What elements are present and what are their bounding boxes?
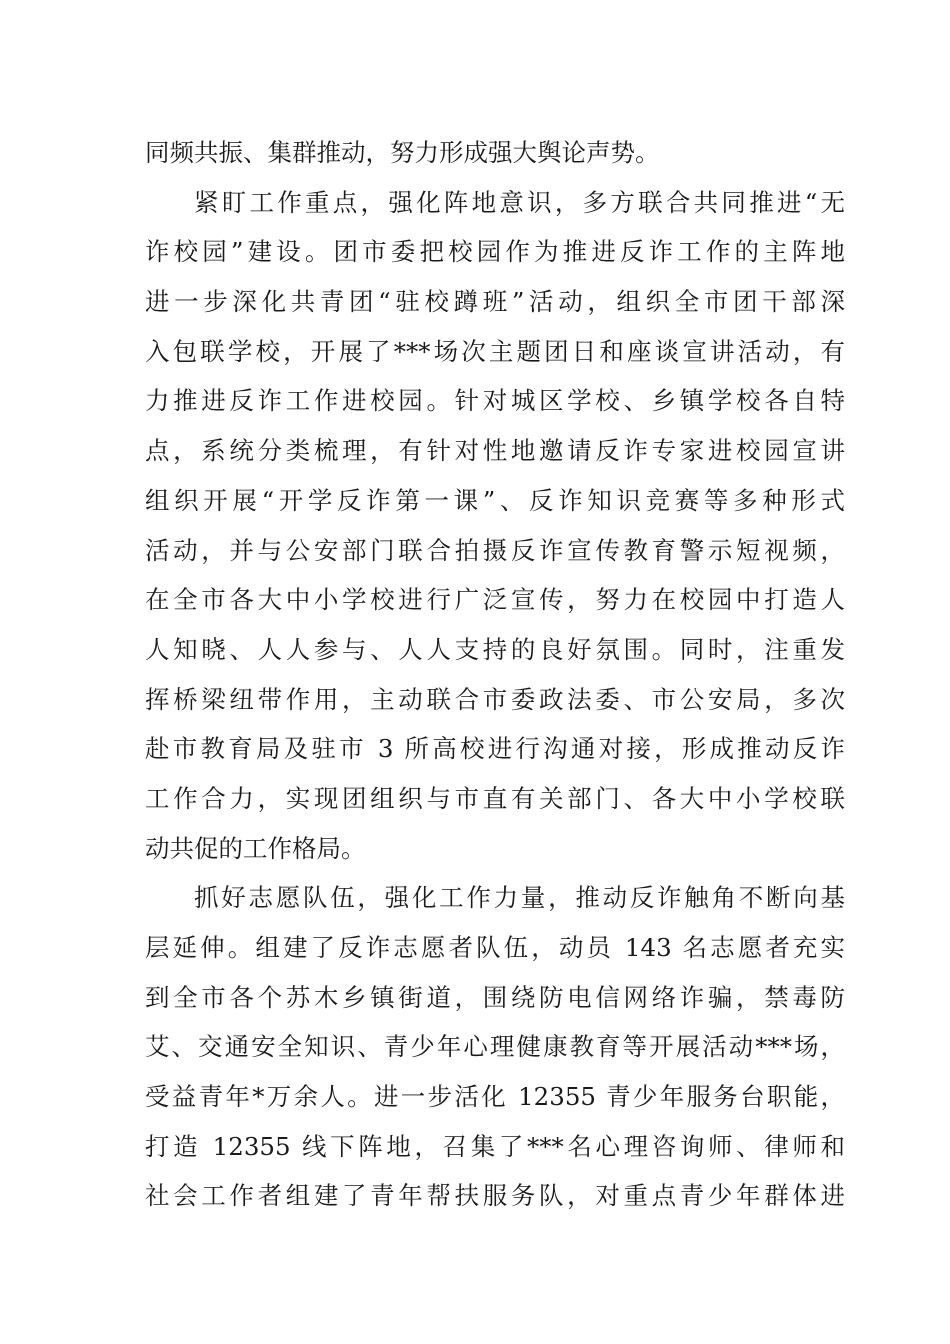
- paragraph-first-line: 抓好志愿队伍，强化工作力量，推动反诈触角不断向基: [194, 883, 845, 913]
- text-line: 社会工作者组建了青年帮扶服务队，对重点青少年群体进: [145, 1181, 845, 1211]
- text-line: 打造 12355 线下阵地，召集了***名心理咨询师、律师和: [145, 1131, 845, 1161]
- body-text: [145, 128, 845, 1221]
- text-line: 诈校园”建设。团市委把校园作为推进反诈工作的主阵地: [145, 237, 845, 267]
- text-line: 动共促的工作格局。: [145, 833, 366, 863]
- text-line: 到全市各个苏木乡镇街道，围绕防电信网络诈骗，禁毒防: [145, 982, 845, 1012]
- text-line: 进一步深化共青团“驻校蹲班”活动，组织全市团干部深: [145, 287, 845, 317]
- text-line: 活动，并与公安部门联合拍摄反诈宣传教育警示短视频，: [145, 535, 845, 565]
- text-line: 艾、交通安全知识、青少年心理健康教育等开展活动***场，: [145, 1032, 845, 1062]
- text-line: 挥桥梁纽带作用，主动联合市委政法委、市公安局，多次: [145, 684, 845, 714]
- text-line: 同频共振、集群推动，努力形成强大舆论声势。: [145, 138, 660, 167]
- text-line: 力推进反诈工作进校园。针对城区学校、乡镇学校各自特: [145, 386, 845, 416]
- text-line: 层延伸。组建了反诈志愿者队伍，动员 143 名志愿者充实: [145, 933, 845, 962]
- paragraph-first-line: 紧盯工作重点，强化阵地意识，多方联合共同推进“无: [194, 187, 845, 217]
- text-line: 组织开展“开学反诈第一课”、反诈知识竞赛等多种形式: [145, 485, 845, 515]
- text-line: 受益青年*万余人。进一步活化 12355 青少年服务台职能，: [145, 1082, 845, 1112]
- text-line: 入包联学校，开展了***场次主题团日和座谈宣讲活动，有: [145, 336, 845, 366]
- text-line: 赴市教育局及驻市 3 所高校进行沟通对接，形成推动反诈: [145, 734, 845, 764]
- text-line: 工作合力，实现团组织与市直有关部门、各大中小学校联: [145, 783, 845, 813]
- text-line: 在全市各大中小学校进行广泛宣传，努力在校园中打造人: [145, 585, 845, 615]
- text-line: 点，系统分类梳理，有针对性地邀请反诈专家进校园宣讲: [145, 436, 845, 466]
- text-line: 人知晓、人人参与、人人支持的良好氛围。同时，注重发: [145, 634, 845, 664]
